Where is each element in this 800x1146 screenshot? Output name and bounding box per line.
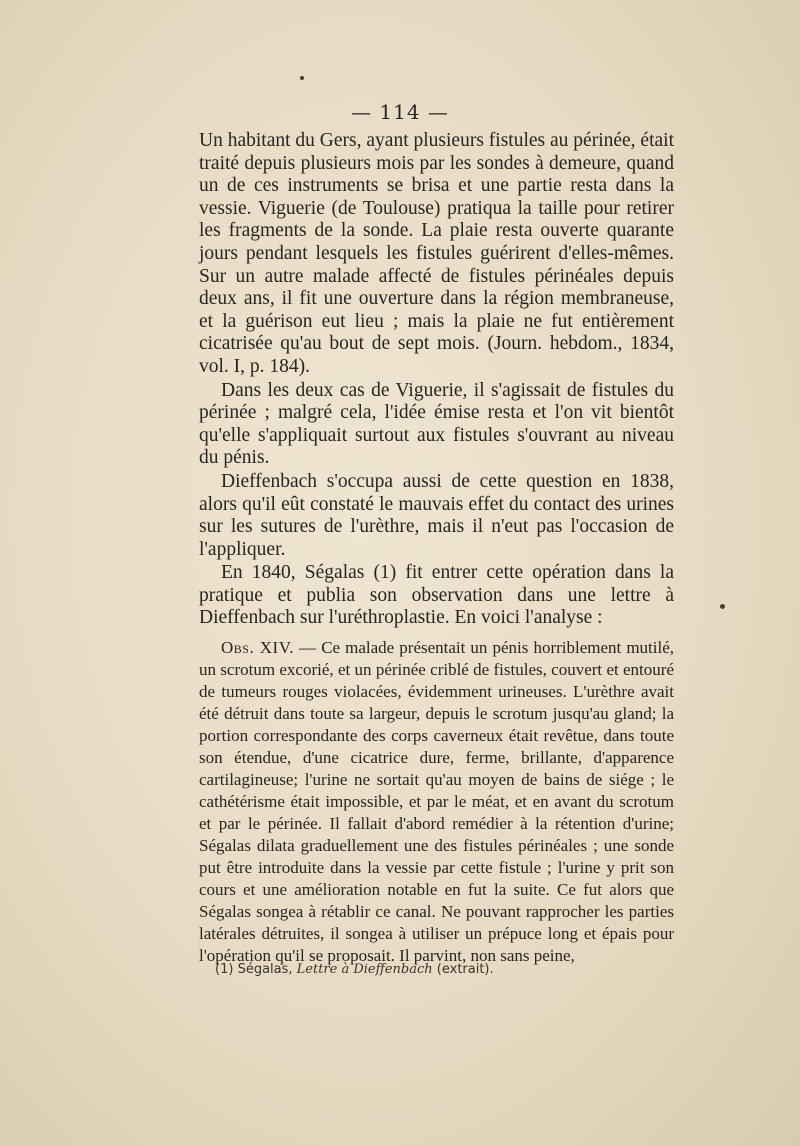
page-number: — 114 —	[351, 100, 449, 124]
observation-label: Obs. XIV.	[221, 638, 295, 657]
ink-speck	[300, 76, 304, 80]
ink-speck	[720, 604, 725, 609]
paragraph: En 1840, Ségalas (1) fit entrer cette opération dans la pratique et publia son observation dans une lettre à Dieffenbach sur l'uréthroplastie. En voici l'analyse :	[199, 562, 674, 629]
observation-paragraph	[199, 637, 674, 967]
footnote-note: (extrait).	[436, 962, 494, 977]
footnote-title: Lettre à Dieffenbach	[296, 962, 433, 977]
main-text	[199, 130, 674, 630]
observation-block	[199, 637, 674, 967]
paragraph: Un habitant du Gers, ayant plusieurs fistules au périnée, était traité depuis plusieurs mois par les sondes à demeure, quand un de ces instruments se brisa et une partie resta dans la vessie. Viguerie (de Toulouse) pratiqua la taille pour retirer les fragments de la sonde. La plaie resta ouverte quarante jours pendant lesquels les fistules guérirent d'elles-mêmes. Sur un autre malade affecté de fistules périnéales depuis deux ans, il fit une ouverture dans la région membraneuse, et la guérison eut lieu ; mais la plaie ne fut entièrement cicatrisée qu'au bout de sept mois. (Journ. hebdom., 1834, vol. I, p. 184).	[199, 130, 674, 377]
footnote	[215, 961, 675, 979]
footnote-author: Ségalas,	[237, 962, 293, 977]
paragraph: Dieffenbach s'occupa aussi de cette question en 1838, alors qu'il eût constaté le mauvais effet du contact des urines sur les sutures de l'urèthre, mais il n'eut pas l'occasion de l'appliquer.	[199, 470, 674, 560]
footnote-marker: (1)	[215, 962, 234, 977]
paragraph: Dans les deux cas de Viguerie, il s'agissait de fistules du périnée ; malgré cela, l'idée émise resta et l'on vit bientôt qu'elle s'appliquait surtout aux fistules s'ouvrant au niveau du pénis.	[199, 379, 674, 469]
observation-text: — Ce malade présentait un pénis horriblement mutilé, un scrotum excorié, et un périnée criblé de fistules, couvert et entouré de tumeurs rouges violacées, évidemment urineuses. L'urèthre avait été détruit dans toute sa largeur, depuis le scrotum jusqu'au gland; la portion correspondante des corps caverneux était revêtue, dans toute son étendue, d'une cicatrice dure, ferme, brillante, d'apparence cartilagineuse; l'urine ne sortait qu'au moyen de bains de siége ; le cathétérisme était impossible, et par le méat, et en avant du scrotum et par le périnée. Il fallait d'abord remédier à la rétention d'urine; Ségalas dilata graduellement une des fistules périnéales ; une sonde put être introduite dans la vessie par cette fistule ; l'urine y prit son cours et une amélioration notable en fut la suite. Ce fut alors que Ségalas songea à rétablir ce canal. Ne pouvant rapprocher les parties latérales détruites, il songea à utiliser un prépuce long et épais pour l'opération qu'il se proposait. Il parvint, non sans peine,	[199, 638, 675, 965]
